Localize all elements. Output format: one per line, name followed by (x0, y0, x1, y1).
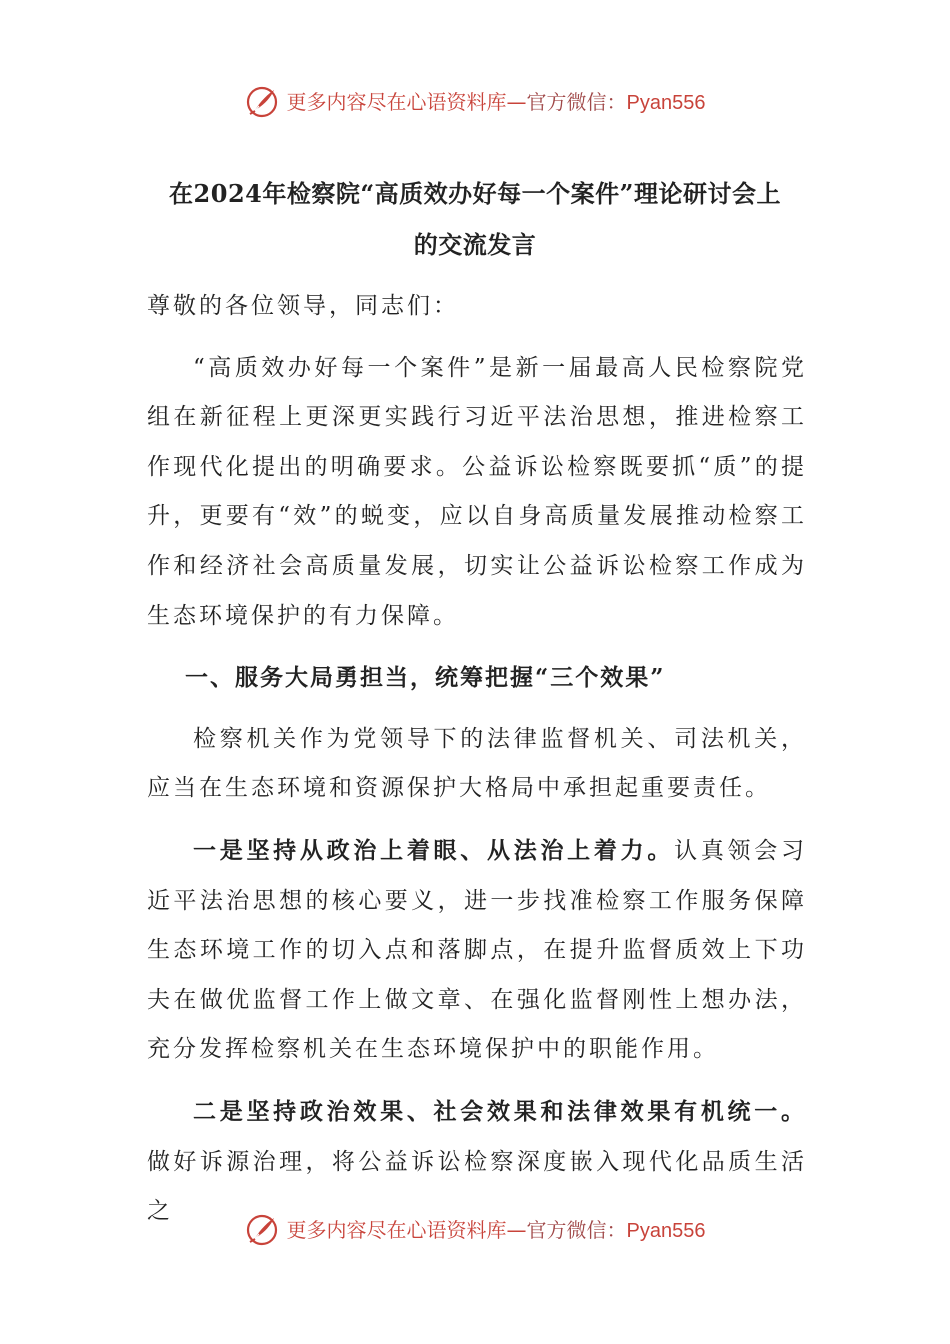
document-title-line2: 的交流发言 (413, 230, 537, 259)
watermark-banner-top (0, 82, 950, 122)
watermark-main-text: 更多内容尽在心语资料库 (286, 89, 507, 114)
point2-lead: 二是坚持政治效果、社会效果和法律效果有机统一。 (193, 1097, 807, 1125)
watermark-text (286, 89, 706, 114)
watermark-main-text: 更多内容尽在心语资料库 (286, 1217, 507, 1242)
point1-body: 认真领会习近平法治思想的核心要义，进一步找准检察工作服务保障生态环境工作的切入点和落脚点，在提升监督质效上下功夫在做优监督工作上做文章、在强化监督刚性上想办法，充分发挥检察机关在生态环境保护中的职能作用。 (147, 837, 808, 1063)
point2-body: 做好诉源治理，将公益诉讼检察深度嵌入现代化品质生活之 (147, 1148, 807, 1225)
section-heading-1: 一、服务大局勇担当，统筹把握“三个效果” (185, 664, 666, 692)
document-title (140, 168, 810, 270)
watermark-separator: — (506, 89, 527, 114)
watermark-separator: — (506, 1217, 527, 1242)
watermark-text (286, 1217, 706, 1242)
watermark-wechat-id: Pyan556 (626, 1219, 706, 1242)
quill-pen-logo-icon (245, 85, 279, 119)
watermark-banner-bottom (0, 1210, 950, 1250)
document-title-line1: 在2024年检察院“高质效办好每一个案件”理论研讨会上 (169, 179, 781, 208)
document-body (147, 282, 807, 1237)
intro-paragraph: “高质效办好每一个案件”是新一届最高人民检察院党组在新征程上更深更实践行习近平法治思想，推进检察工作现代化提出的明确要求。公益诉讼检察既要抓“质”的提升，更要有“效”的蜕变，应以自身高质量发展推动检察工作和经济社会高质量发展，切实让公益诉讼检察工作成为生态环境保护的有力保障。 (147, 354, 807, 629)
section1-paragraph: 检察机关作为党领导下的法律监督机关、司法机关，应当在生态环境和资源保护大格局中承担起重要责任。 (147, 725, 807, 802)
point1-lead: 一是坚持从政治上着眼、从法治上着力。 (193, 836, 675, 864)
quill-pen-logo-icon (245, 1213, 279, 1247)
salutation: 尊敬的各位领导，同志们： (147, 293, 459, 319)
point1-paragraph (147, 826, 807, 1075)
watermark-wechat-label: 官方微信： (526, 1217, 627, 1242)
watermark-wechat-label: 官方微信： (526, 89, 627, 114)
watermark-wechat-id: Pyan556 (626, 91, 706, 114)
